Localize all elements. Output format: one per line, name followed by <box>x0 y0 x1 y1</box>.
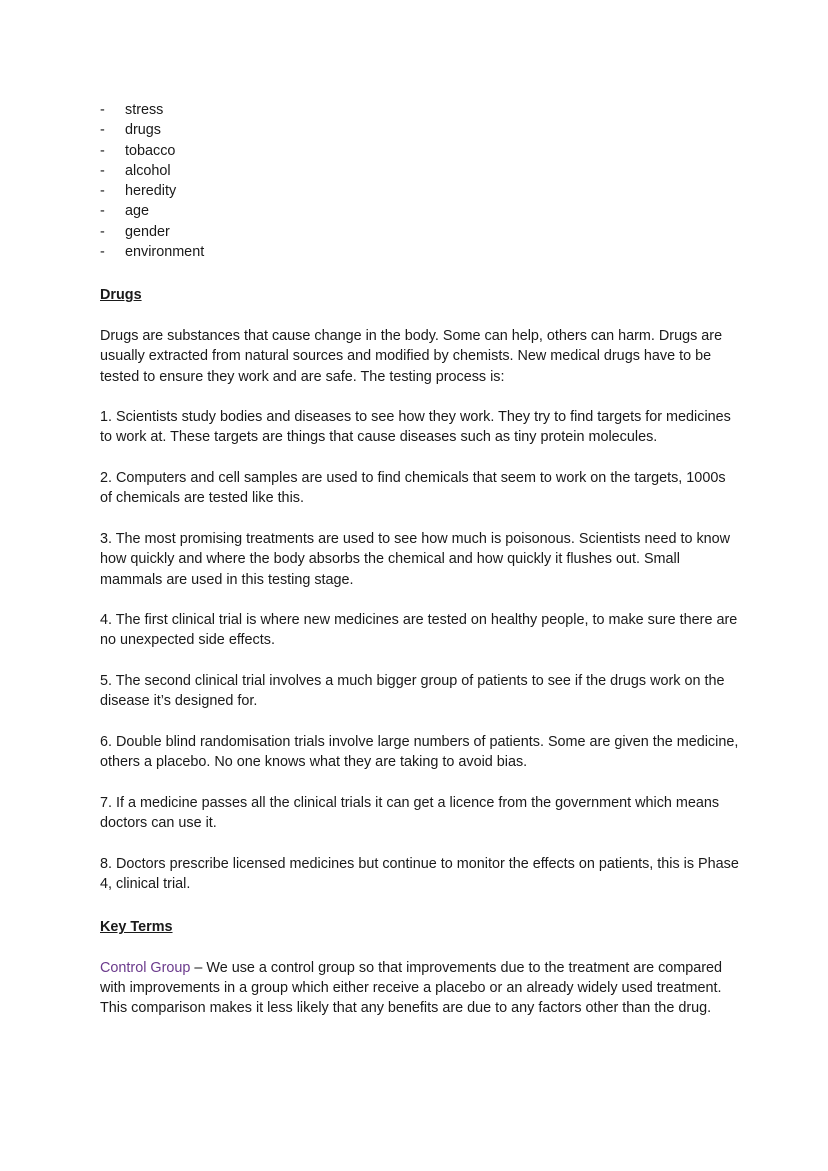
bullet-dash: - <box>100 223 105 240</box>
bullet-dash: - <box>100 102 105 118</box>
testing-step-8: 8. Doctors prescribe licensed medicines but continue to monitor the effects on patients, this is Phase 4, clinical trial. <box>100 855 739 892</box>
bullet-dash: - <box>100 203 105 220</box>
list-item <box>100 100 740 120</box>
bullet-dash: - <box>100 122 105 139</box>
testing-step-2: 2. Computers and cell samples are used to find chemicals that seem to work on the targets, 1000s of chemicals are tested like this. <box>100 470 726 507</box>
risk-factor-list <box>100 100 740 262</box>
testing-step-7: 7. If a medicine passes all the clinical trials it can get a licence from the government which means doctors can use it. <box>100 794 720 832</box>
list-item <box>100 181 740 201</box>
list-item <box>100 120 740 140</box>
key-term-control-group <box>100 958 740 1019</box>
drugs-intro-paragraph: Drugs are substances that cause change in the body. Some can help, others can harm. Drugs are usually extracted from natural sources and modified by chemists. New medical drugs have to be tested to ensure they work and are safe. The testing process is: <box>100 327 723 385</box>
testing-step-6: 6. Double blind randomisation trials involve large numbers of patients. Some are given the medicine, others a placebo. No one knows what they are taking to avoid bias. <box>100 733 739 771</box>
list-item-text: stress <box>125 102 164 118</box>
bullet-dash: - <box>100 142 105 159</box>
list-item-text: age <box>125 203 150 220</box>
list-item-text: environment <box>125 244 205 261</box>
testing-step-4: 4. The first clinical trial is where new medicines are tested on healthy people, to make sure there are no unexpected side effects. <box>100 612 738 649</box>
list-item <box>100 222 740 242</box>
list-item-text: drugs <box>125 122 161 139</box>
testing-step-3: 3. The most promising treatments are used to see how much is poisonous. Scientists need to know how quickly and where the body absorbs the chemical and how quickly it flushes out. Small mammals are used in this testing stage. <box>100 530 731 588</box>
list-item-text: heredity <box>125 183 177 200</box>
testing-step-5: 5. The second clinical trial involves a much bigger group of patients to see if the drugs work on the disease it’s designed for. <box>100 673 725 710</box>
list-item-text: gender <box>125 223 170 240</box>
list-item <box>100 201 740 221</box>
list-item-text: alcohol <box>125 162 171 179</box>
key-term-definition: We use a control group so that improvements due to the treatment are compared with improvements in a group which either receive a placebo or an already widely used treatment. This comparison makes it less likely that any benefits are due to any factors other than the drug. <box>100 959 723 1017</box>
list-item <box>100 161 740 181</box>
list-item <box>100 141 740 161</box>
key-terms-heading: Key Terms <box>100 919 173 936</box>
list-item-text: tobacco <box>125 142 176 159</box>
bullet-dash: - <box>100 183 105 200</box>
key-term-name: Control Group <box>100 959 191 976</box>
document-page <box>100 100 740 1019</box>
drugs-heading: Drugs <box>100 287 142 304</box>
bullet-dash: - <box>100 162 105 179</box>
bullet-dash: - <box>100 244 105 261</box>
list-item <box>100 242 740 262</box>
testing-step-1: 1. Scientists study bodies and diseases to see how they work. They try to find targets for medicines to work at. These targets are things that cause diseases such as tiny protein molecules. <box>100 409 731 446</box>
key-term-separator: – <box>190 959 207 976</box>
